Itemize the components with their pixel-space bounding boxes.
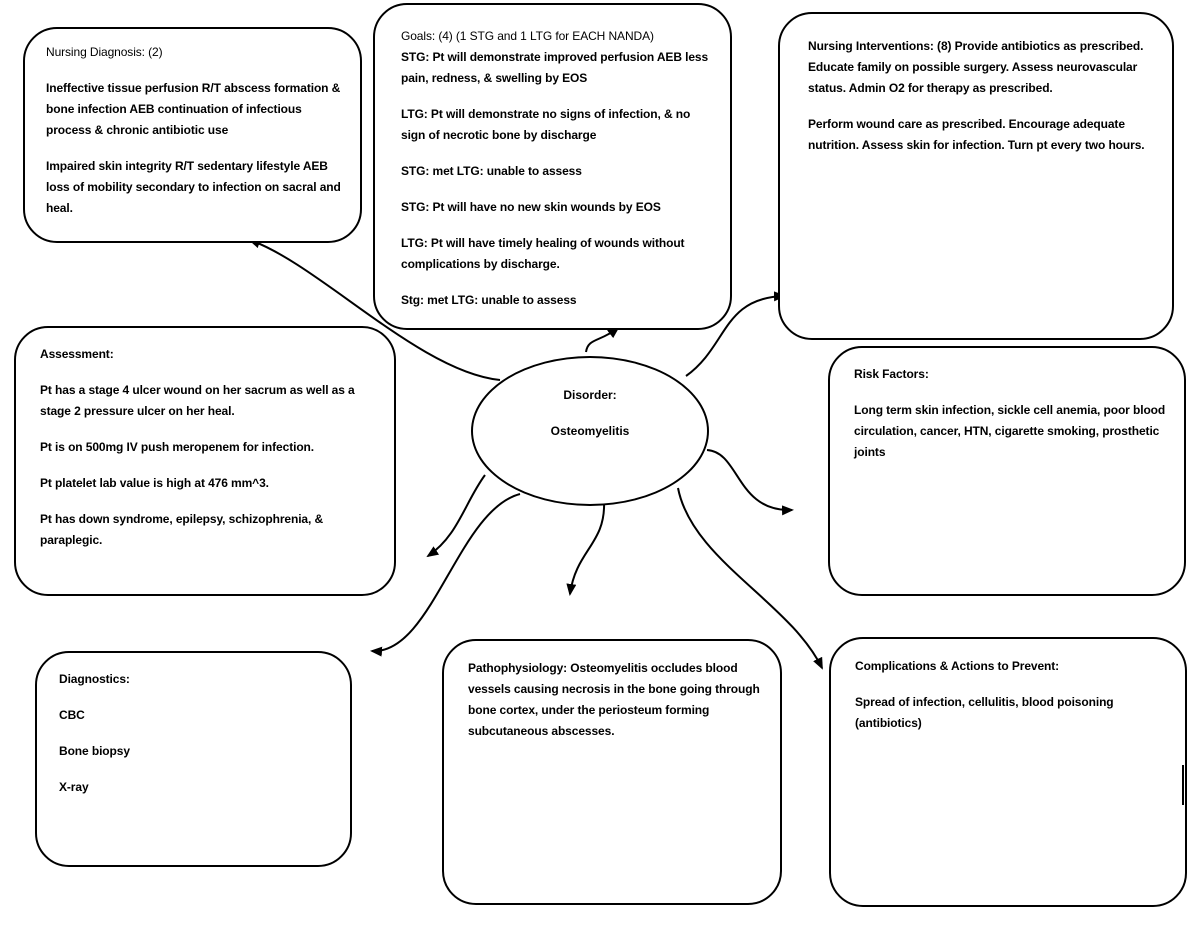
diagnostics-item: Bone biopsy <box>59 744 130 758</box>
arrow-to-pathophysiology <box>570 501 604 594</box>
assessment-item: Pt is on 500mg IV push meropenem for infection. <box>40 440 315 454</box>
assessment-item: Pt platelet lab value is high at 476 mm^3. <box>40 476 269 490</box>
goal-item: LTG: Pt will have timely healing of wounds without complications by discharge. <box>401 236 685 271</box>
complications-text: Spread of infection, cellulitis, blood poisoning (antibiotics) <box>855 695 1114 730</box>
disorder-label: Disorder: <box>563 388 617 402</box>
disorder-name: Osteomyelitis <box>550 424 630 438</box>
assessment-item: Pt has a stage 4 ulcer wound on her sacrum as well as a stage 2 pressure ulcer on her heal. <box>40 383 355 418</box>
arrow-to-risk-factors <box>707 450 792 510</box>
goal-item: STG: met LTG: unable to assess <box>401 164 582 178</box>
complications-title: Complications & Actions to Prevent: <box>855 659 1060 673</box>
diagnostics-box <box>35 651 352 867</box>
arrow-to-assessment <box>428 475 485 556</box>
pathophysiology-text: Pathophysiology: Osteomyelitis occludes blood vessels causing necrosis in the bone going through bone cortex, under the periosteum forming subcutaneous abscesses. <box>468 661 760 738</box>
assessment-box <box>14 326 396 596</box>
nursing-diagnosis-box <box>23 27 362 243</box>
goal-item: STG: Pt will demonstrate improved perfusion AEB less pain, redness, & swelling by EOS <box>401 50 709 85</box>
nursing-diagnosis-item: Ineffective tissue perfusion R/T abscess formation & bone infection AEB continuation of infectious process & chronic antibiotic use <box>46 81 341 137</box>
nursing-diagnosis-title: Nursing Diagnosis: (2) <box>46 45 163 59</box>
edge-line <box>1182 765 1184 805</box>
diagnostics-title: Diagnostics: <box>59 672 130 686</box>
diagnostics-item: X-ray <box>59 780 89 794</box>
arrow-to-goals <box>586 328 618 352</box>
goals-box <box>373 3 732 330</box>
interventions-paragraph-1: Nursing Interventions: (8) Provide antibiotics as prescribed. Educate family on possible surgery. Assess neurovascular status. Admin O2 for therapy as prescribed. <box>808 39 1144 95</box>
pathophysiology-box <box>442 639 782 905</box>
nursing-diagnosis-item: Impaired skin integrity R/T sedentary lifestyle AEB loss of mobility secondary to infection on sacral and heal. <box>46 159 341 215</box>
risk-factors-title: Risk Factors: <box>854 367 929 381</box>
nursing-interventions-box <box>778 12 1174 340</box>
diagnostics-item: CBC <box>59 708 85 722</box>
assessment-title: Assessment: <box>40 347 114 361</box>
assessment-item: Pt has down syndrome, epilepsy, schizophrenia, & paraplegic. <box>40 512 324 547</box>
complications-box <box>829 637 1187 907</box>
interventions-paragraph-2: Perform wound care as prescribed. Encourage adequate nutrition. Assess skin for infection. Turn pt every two hours. <box>808 117 1145 152</box>
risk-factors-box <box>828 346 1186 596</box>
goals-title: Goals: (4) (1 STG and 1 LTG for EACH NANDA) <box>401 29 654 43</box>
goal-item: Stg: met LTG: unable to assess <box>401 293 577 307</box>
goal-item: LTG: Pt will demonstrate no signs of infection, & no sign of necrotic bone by discharge <box>401 107 691 142</box>
disorder-ellipse <box>471 356 709 506</box>
risk-factors-text: Long term skin infection, sickle cell anemia, poor blood circulation, cancer, HTN, cigarette smoking, prosthetic joints <box>854 403 1166 459</box>
goal-item: STG: Pt will have no new skin wounds by EOS <box>401 200 661 214</box>
